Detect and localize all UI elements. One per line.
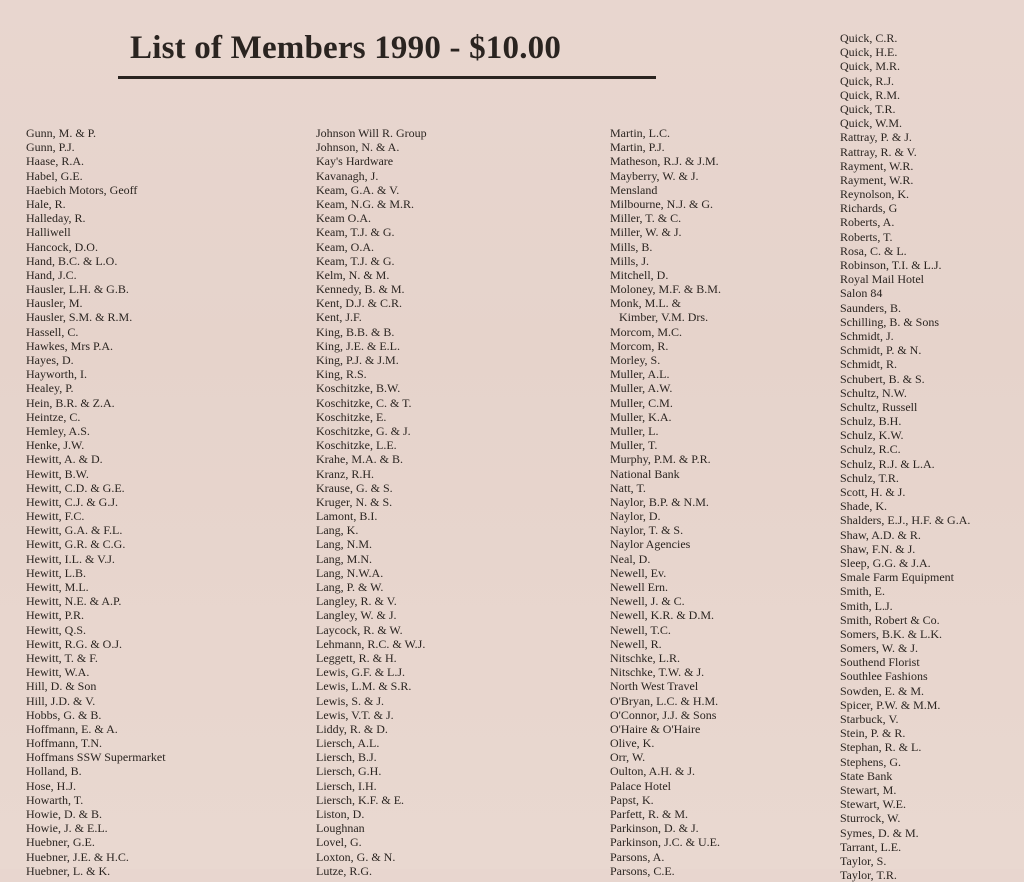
members-column-1: [26, 126, 166, 878]
member-entry: Hawkes, Mrs P.A.: [26, 338, 113, 353]
member-entry: Matheson, R.J. & J.M.: [610, 154, 719, 169]
member-entry: Muller, A.L.: [610, 367, 670, 382]
member-entry: Starbuck, V.: [840, 712, 899, 726]
member-entry: Keam, T.J. & G.: [316, 253, 395, 268]
member-entry: Haase, R.A.: [26, 154, 84, 169]
member-entry: Stewart, M.: [840, 782, 897, 797]
member-entry: Moloney, M.F. & B.M.: [610, 282, 721, 297]
member-entry: Habel, G.E.: [26, 168, 83, 183]
member-entry: Kruger, N. & S.: [316, 494, 393, 509]
member-entry: Schubert, B. & S.: [840, 371, 925, 386]
member-entry: Rayment, W.R.: [840, 158, 914, 173]
member-entry: Quick, M.R.: [840, 59, 900, 74]
member-entry: Muller, A.W.: [610, 381, 673, 396]
member-entry: Scott, H. & J.: [840, 485, 906, 499]
member-entry: Lewis, V.T. & J.: [316, 707, 394, 722]
member-entry: Quick, W.M.: [840, 116, 903, 131]
member-entry: Muller, L.: [610, 423, 659, 438]
member-entry: Hein, B.R. & Z.A.: [26, 395, 115, 410]
member-entry: Papst, K.: [610, 792, 654, 807]
member-entry: Hewitt, G.A. & F.L.: [26, 523, 123, 538]
member-entry: Stephan, R. & L.: [840, 740, 922, 755]
member-entry: Hewitt, P.R.: [26, 608, 85, 623]
member-entry: Krause, G. & S.: [316, 480, 393, 495]
member-entry: Huebner, J.E. & H.C.: [26, 849, 129, 864]
member-entry: Reynolson, K.: [840, 187, 909, 202]
member-entry: National Bank: [610, 466, 680, 481]
member-entry: Hoffmans SSW Supermarket: [26, 750, 166, 765]
member-entry: Hewitt, R.G. & O.J.: [26, 636, 122, 651]
member-entry: Taylor, S.: [840, 853, 887, 868]
member-entry: Hayes, D.: [26, 353, 74, 367]
member-entry: Liddy, R. & D.: [316, 721, 388, 736]
member-entry: Lang, K.: [316, 523, 359, 538]
member-entry: Martin, P.J.: [610, 140, 665, 155]
member-entry: O'Haire & O'Haire: [610, 721, 701, 736]
member-entry: Miller, T. & C.: [610, 211, 682, 226]
member-entry: Natt, T.: [610, 480, 646, 495]
member-entry: Lang, P. & W.: [316, 580, 384, 594]
member-entry: Newell, T.C.: [610, 622, 671, 637]
member-entry: Morcom, R.: [610, 338, 669, 353]
member-entry: Haebich Motors, Geoff: [26, 182, 138, 197]
member-entry: Smith, Robert & Co.: [840, 612, 940, 627]
member-entry: Somers, B.K. & L.K.: [840, 626, 942, 641]
member-entry: Hewitt, A. & D.: [26, 452, 103, 467]
member-entry: Southend Florist: [840, 655, 920, 670]
members-column-4: [840, 31, 970, 882]
member-entry: Salon 84: [840, 286, 883, 301]
member-entry: Sowden, E. & M.: [840, 683, 924, 698]
member-entry: Hose, H.J.: [26, 778, 76, 793]
member-entry: Schmidt, R.: [840, 357, 898, 372]
member-entry: Olive, K.: [610, 736, 655, 751]
member-entry: Hausler, S.M. & R.M.: [26, 310, 133, 325]
member-entry: King, R.S.: [316, 367, 367, 382]
member-entry: Kranz, R.H.: [316, 466, 374, 481]
member-entry: Keam O.A.: [316, 211, 371, 226]
member-entry: Laycock, R. & W.: [316, 622, 403, 637]
member-entry: Palace Hotel: [610, 778, 671, 793]
member-entry: Rosa, C. & L.: [840, 243, 907, 258]
member-entry: Parsons, A.: [610, 849, 665, 864]
member-entry: Stephens, G.: [840, 754, 901, 769]
member-entry: Rattray, P. & J.: [840, 130, 912, 145]
member-entry: Gunn, M. & P.: [26, 126, 97, 140]
member-entry: Rayment, W.R.: [840, 172, 914, 187]
member-entry: Stewart, W.E.: [840, 797, 906, 812]
member-entry: Holland, B.: [26, 764, 82, 779]
member-entry: Oulton, A.H. & J.: [610, 764, 696, 779]
member-entry: Newell Ern.: [610, 580, 668, 594]
member-entry: Hale, R.: [26, 196, 66, 211]
member-entry: O'Connor, J.J. & Sons: [610, 707, 717, 722]
member-entry: Liersch, G.H.: [316, 764, 382, 779]
member-entry: Muller, C.M.: [610, 395, 673, 410]
member-entry: Hill, D. & Son: [26, 679, 97, 694]
member-entry: Sturrock, W.: [840, 811, 901, 826]
member-entry: Keam, N.G. & M.R.: [316, 196, 414, 211]
member-entry: Koschitzke, G. & J.: [316, 423, 411, 438]
member-entry: Hewitt, T. & F.: [26, 650, 98, 665]
member-entry: Lamont, B.I.: [316, 509, 378, 524]
member-entry: Shaw, F.N. & J.: [840, 541, 916, 556]
member-entry: Lang, M.N.: [316, 551, 372, 566]
member-entry: Symes, D. & M.: [840, 825, 919, 840]
member-entry: Schulz, B.H.: [840, 414, 902, 429]
title-underline: [118, 76, 656, 79]
member-entry: Mitchell, D.: [610, 267, 669, 282]
member-entry: Loughnan: [316, 821, 365, 836]
member-entry: Liston, D.: [316, 807, 365, 821]
member-entry: Kay's Hardware: [316, 154, 394, 169]
member-entry: Hoffmann, E. & A.: [26, 721, 118, 736]
member-entry: King, P.J. & J.M.: [316, 353, 399, 367]
member-entry: Newell, Ev.: [610, 565, 667, 580]
member-entry: Miller, W. & J.: [610, 225, 682, 240]
member-entry: Gunn, P.J.: [26, 140, 75, 155]
member-entry: Hewitt, L.B.: [26, 565, 86, 580]
member-entry: Schulz, R.J. & L.A.: [840, 456, 935, 471]
member-entry: Nitschke, L.R.: [610, 650, 680, 665]
member-entry: Parkinson, D. & J.: [610, 821, 699, 836]
member-entry: Hassell, C.: [26, 324, 79, 339]
member-entry: Muller, K.A.: [610, 409, 672, 424]
member-entry: Smith, L.J.: [840, 598, 893, 613]
members-column-2: [316, 126, 427, 878]
member-entry: Stein, P. & R.: [840, 726, 906, 741]
member-entry: Milbourne, N.J. & G.: [610, 196, 713, 211]
member-entry: Parfett, R. & M.: [610, 807, 688, 821]
member-entry: Johnson Will R. Group: [316, 126, 427, 140]
member-entry: Quick, C.R.: [840, 31, 898, 45]
member-entry: Hewitt, W.A.: [26, 665, 90, 680]
member-entry: Lutze, R.G.: [316, 863, 372, 878]
member-entry: Neal, D.: [610, 551, 651, 566]
member-entry: Newell, J. & C.: [610, 594, 685, 609]
member-entry: Rattray, R. & V.: [840, 144, 917, 159]
member-entry: Nitschke, T.W. & J.: [610, 665, 705, 680]
member-entry: Lewis, G.F. & L.J.: [316, 665, 406, 680]
member-entry: Schulz, T.R.: [840, 470, 899, 485]
member-entry: Newell, K.R. & D.M.: [610, 608, 714, 623]
member-entry: Parsons, C.E.: [610, 863, 675, 878]
member-entry: Hewitt, M.L.: [26, 580, 89, 594]
member-entry: Robinson, T.I. & L.J.: [840, 258, 942, 272]
member-entry: Langley, W. & J.: [316, 608, 397, 623]
member-entry: Saunders, B.: [840, 300, 901, 315]
member-entry: Johnson, N. & A.: [316, 140, 400, 155]
member-entry: Hand, B.C. & L.O.: [26, 253, 118, 268]
member-entry: Liersch, I.H.: [316, 778, 377, 793]
member-entry: Royal Mail Hotel: [840, 272, 924, 287]
member-entry: Leggett, R. & H.: [316, 650, 397, 665]
member-entry: Howie, D. & B.: [26, 807, 102, 821]
member-entry: Hayworth, I.: [26, 367, 87, 382]
member-entry: Richards, G: [840, 201, 898, 216]
member-entry: Naylor Agencies: [610, 537, 691, 552]
member-entry: Lang, N.W.A.: [316, 565, 384, 580]
member-entry: Koschitzke, B.W.: [316, 381, 401, 396]
member-entry: Hewitt, B.W.: [26, 466, 89, 481]
member-entry: Heintze, C.: [26, 409, 81, 424]
member-entry: Martin, L.C.: [610, 126, 670, 140]
member-entry: Hewitt, C.J. & G.J.: [26, 494, 119, 509]
member-entry: Mills, B.: [610, 239, 653, 254]
member-entry: Schilling, B. & Sons: [840, 314, 940, 329]
member-entry: Hewitt, N.E. & A.P.: [26, 594, 122, 609]
member-entry: Hoffmann, T.N.: [26, 736, 102, 751]
member-entry: Muller, T.: [610, 438, 658, 453]
member-entry: Liersch, B.J.: [316, 750, 377, 765]
member-entry: Schultz, N.W.: [840, 385, 907, 400]
member-entry: Morley, S.: [610, 353, 661, 367]
member-entry: Mills, J.: [610, 253, 650, 268]
member-entry: Keam, G.A. & V.: [316, 182, 400, 197]
member-entry: Koschitzke, E.: [316, 409, 387, 424]
member-entry: Krahe, M.A. & B.: [316, 452, 403, 467]
member-entry: Somers, W. & J.: [840, 641, 919, 656]
member-entry: Loxton, G. & N.: [316, 849, 396, 864]
member-entry: Huebner, G.E.: [26, 835, 95, 850]
member-entry: Shade, K.: [840, 499, 887, 514]
member-entry: Quick, R.J.: [840, 73, 894, 88]
member-entry: Orr, W.: [610, 750, 646, 765]
member-entry: Southlee Fashions: [840, 669, 928, 684]
member-entry: Keam, O.A.: [316, 239, 374, 254]
member-entry: Mensland: [610, 182, 658, 197]
member-entry: Keam, T.J. & G.: [316, 225, 395, 240]
member-entry: Halliwell: [26, 225, 71, 240]
member-entry: Roberts, T.: [840, 229, 893, 244]
member-entry: Lewis, S. & J.: [316, 693, 385, 708]
page-title: List of Members 1990 - $10.00: [130, 30, 562, 66]
member-entry: King, J.E. & E.L.: [316, 338, 400, 353]
member-entry: Sleep, G.G. & J.A.: [840, 555, 931, 570]
member-entry: Hewitt, C.D. & G.E.: [26, 480, 125, 495]
member-entry: Schulz, R.C.: [840, 442, 901, 457]
member-entry: Lewis, L.M. & S.R.: [316, 679, 412, 694]
member-entry: Roberts, A.: [840, 215, 895, 230]
member-entry: Quick, H.E.: [840, 45, 898, 60]
member-entry: Koschitzke, C. & T.: [316, 395, 412, 410]
member-entry: Hancock, D.O.: [26, 239, 98, 254]
member-entry: Huebner, L. & K.: [26, 863, 111, 878]
member-entry: Morcom, M.C.: [610, 324, 682, 339]
member-entry: O'Bryan, L.C. & H.M.: [610, 693, 719, 708]
member-entry: Hausler, M.: [26, 296, 83, 311]
member-entry: Naylor, T. & S.: [610, 523, 684, 538]
member-entry: Henke, J.W.: [26, 438, 85, 453]
member-entry: Hill, J.D. & V.: [26, 693, 96, 708]
member-entry: Schultz, Russell: [840, 399, 918, 414]
member-entry: Parkinson, J.C. & U.E.: [610, 835, 721, 850]
member-entry: Shalders, E.J., H.F. & G.A.: [840, 513, 971, 528]
member-entry: Kavanagh, J.: [316, 168, 379, 183]
member-entry: North West Travel: [610, 679, 699, 694]
member-entry: Smith, E.: [840, 584, 886, 599]
member-entry: Schmidt, P. & N.: [840, 343, 922, 358]
member-entry: Lang, N.M.: [316, 537, 372, 552]
member-entry: Hobbs, G. & B.: [26, 707, 102, 722]
member-entry: Tarrant, L.E.: [840, 839, 902, 854]
member-entry: Schmidt, J.: [840, 328, 894, 343]
member-entry: Hewitt, I.L. & V.J.: [26, 551, 115, 566]
member-entry: Kimber, V.M. Drs.: [619, 310, 709, 325]
member-entry: Kennedy, B. & M.: [316, 282, 405, 297]
member-entry: Lehmann, R.C. & W.J.: [316, 636, 426, 651]
member-entry: Kent, D.J. & C.R.: [316, 296, 403, 311]
member-entry: King, B.B. & B.: [316, 324, 395, 339]
member-entry: Shaw, A.D. & R.: [840, 527, 921, 542]
member-entry: Newell, R.: [610, 636, 662, 651]
member-entry: Lovel, G.: [316, 835, 362, 850]
member-entry: Howarth, T.: [26, 792, 84, 807]
member-entry: Healey, P.: [26, 381, 74, 396]
member-entry: Hewitt, G.R. & C.G.: [26, 537, 126, 552]
member-entry: Naylor, D.: [610, 509, 661, 524]
member-entry: Murphy, P.M. & P.R.: [610, 452, 711, 467]
member-entry: Koschitzke, L.E.: [316, 438, 397, 453]
member-entry: Kent, J.F.: [316, 310, 362, 325]
member-entry: Howie, J. & E.L.: [26, 821, 108, 836]
member-entry: Hand, J.C.: [26, 267, 77, 282]
member-entry: Langley, R. & V.: [316, 594, 397, 609]
member-entry: Hewitt, F.C.: [26, 509, 85, 524]
member-entry: State Bank: [840, 768, 893, 783]
member-entry: Quick, R.M.: [840, 87, 900, 102]
member-entry: Hausler, L.H. & G.B.: [26, 282, 129, 297]
member-entry: Hemley, A.S.: [26, 423, 90, 438]
member-entry: Naylor, B.P. & N.M.: [610, 494, 709, 509]
member-entry: Hewitt, Q.S.: [26, 622, 86, 637]
member-entry: Monk, M.L. &: [610, 296, 682, 311]
member-entry: Liersch, K.F. & E.: [316, 792, 405, 807]
member-entry: Spicer, P.W. & M.M.: [840, 697, 941, 712]
member-entry: Kelm, N. & M.: [316, 267, 390, 282]
member-entry: Quick, T.R.: [840, 101, 896, 116]
member-entry: Schulz, K.W.: [840, 428, 904, 443]
members-column-3: [610, 126, 721, 878]
member-entry: Mayberry, W. & J.: [610, 168, 699, 183]
member-entry: Halleday, R.: [26, 211, 86, 226]
member-entry: Liersch, A.L.: [316, 736, 380, 751]
member-entry: Smale Farm Equipment: [840, 570, 954, 585]
member-entry: Taylor, T.R.: [840, 868, 897, 882]
